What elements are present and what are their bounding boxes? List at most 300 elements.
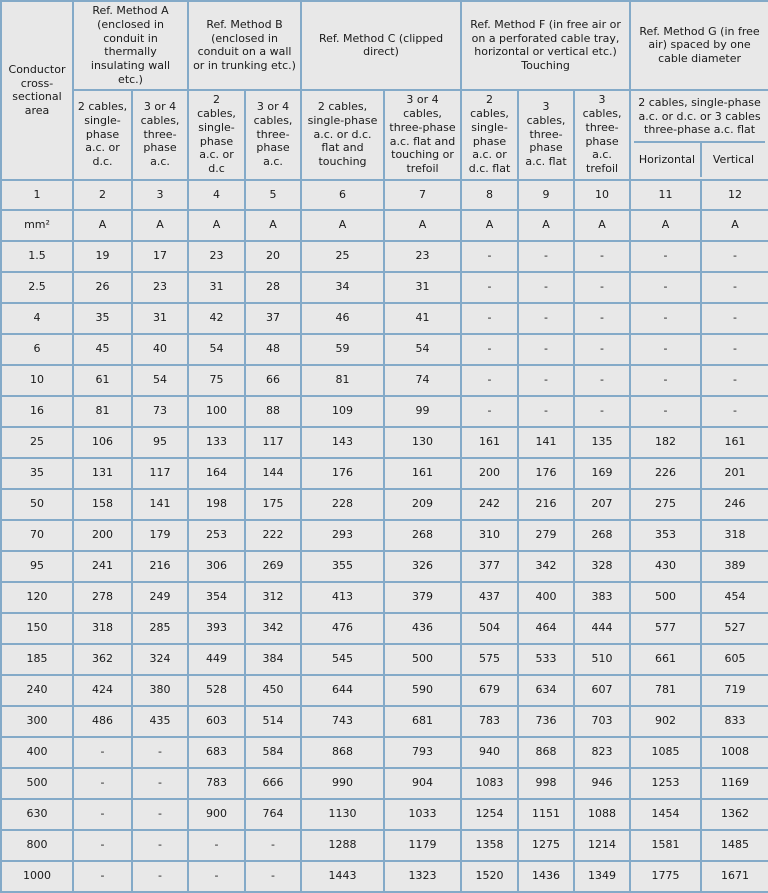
- unit-label: A: [245, 210, 301, 241]
- rating-cell: -: [630, 241, 701, 272]
- table-row: [1, 830, 768, 861]
- rating-cell: 393: [188, 613, 245, 644]
- sub-header: 2 cables, single-phase a.c. or d.c. flat and touching: [301, 90, 384, 180]
- rating-cell: 23: [384, 241, 461, 272]
- unit-label: A: [301, 210, 384, 241]
- rating-cell: 577: [630, 613, 701, 644]
- rating-cell: -: [701, 241, 768, 272]
- column-index: 3: [132, 180, 188, 210]
- table-row: [1, 737, 768, 768]
- row-area-value: 630: [1, 799, 73, 830]
- rating-cell: 545: [301, 644, 384, 675]
- table-row: [1, 613, 768, 644]
- table-body: [1, 241, 768, 892]
- column-index: 10: [574, 180, 630, 210]
- unit-label: A: [630, 210, 701, 241]
- row-area-value: 2.5: [1, 272, 73, 303]
- table-row: [1, 241, 768, 272]
- corner-header-conductor-csa: Conductor cross-sectional area: [1, 1, 73, 180]
- column-index: 8: [461, 180, 518, 210]
- rating-cell: 383: [574, 582, 630, 613]
- rating-cell: -: [245, 861, 301, 892]
- rating-cell: -: [574, 241, 630, 272]
- rating-cell: 268: [384, 520, 461, 551]
- row-area-value: 35: [1, 458, 73, 489]
- rating-cell: 25: [301, 241, 384, 272]
- rating-cell: 584: [245, 737, 301, 768]
- rating-cell: 131: [73, 458, 132, 489]
- column-index: 9: [518, 180, 574, 210]
- rating-cell: -: [73, 737, 132, 768]
- rating-cell: 324: [132, 644, 188, 675]
- rating-cell: 73: [132, 396, 188, 427]
- column-index: 7: [384, 180, 461, 210]
- rating-cell: 198: [188, 489, 245, 520]
- rating-cell: 1581: [630, 830, 701, 861]
- rating-cell: 430: [630, 551, 701, 582]
- rating-cell: 19: [73, 241, 132, 272]
- sub-header: 3 cables, three-phase a.c. trefoil: [574, 90, 630, 180]
- rating-cell: 61: [73, 365, 132, 396]
- rating-cell: -: [518, 365, 574, 396]
- rating-cell: 176: [518, 458, 574, 489]
- rating-cell: 1485: [701, 830, 768, 861]
- rating-cell: -: [630, 334, 701, 365]
- rating-cell: 133: [188, 427, 245, 458]
- rating-cell: 444: [574, 613, 630, 644]
- table-row: [1, 396, 768, 427]
- rating-cell: 575: [461, 644, 518, 675]
- rating-cell: -: [630, 365, 701, 396]
- rating-cell: 946: [574, 768, 630, 799]
- rating-cell: 312: [245, 582, 301, 613]
- rating-cell: 1179: [384, 830, 461, 861]
- rating-cell: 293: [301, 520, 384, 551]
- rating-cell: 998: [518, 768, 574, 799]
- rating-cell: 354: [188, 582, 245, 613]
- rating-cell: 514: [245, 706, 301, 737]
- rating-cell: 20: [245, 241, 301, 272]
- unit-label: A: [461, 210, 518, 241]
- rating-cell: 31: [188, 272, 245, 303]
- rating-cell: -: [574, 334, 630, 365]
- rating-cell: 201: [701, 458, 768, 489]
- rating-cell: 242: [461, 489, 518, 520]
- rating-cell: 141: [132, 489, 188, 520]
- method-g-sub-label: 2 cables, single-phase a.c. or d.c. or 3 cables three-phase a.c. flat: [638, 95, 761, 137]
- sub-header: 3 cables, three-phase a.c. flat: [518, 90, 574, 180]
- sub-header-row: [1, 90, 768, 180]
- rating-cell: 783: [188, 768, 245, 799]
- rating-cell: 23: [188, 241, 245, 272]
- sub-header: 2 cables, single-phase a.c. or d.c: [188, 90, 245, 180]
- rating-cell: 666: [245, 768, 301, 799]
- table-row: [1, 489, 768, 520]
- rating-cell: 306: [188, 551, 245, 582]
- rating-cell: 310: [461, 520, 518, 551]
- row-area-value: 120: [1, 582, 73, 613]
- row-area-value: 300: [1, 706, 73, 737]
- rating-cell: 161: [384, 458, 461, 489]
- rating-cell: 342: [245, 613, 301, 644]
- rating-cell: 1520: [461, 861, 518, 892]
- rating-cell: 326: [384, 551, 461, 582]
- rating-cell: 48: [245, 334, 301, 365]
- rating-cell: 1443: [301, 861, 384, 892]
- row-area-value: 185: [1, 644, 73, 675]
- rating-cell: 35: [73, 303, 132, 334]
- rating-cell: 31: [384, 272, 461, 303]
- rating-cell: -: [461, 241, 518, 272]
- rating-cell: 216: [132, 551, 188, 582]
- rating-cell: 362: [73, 644, 132, 675]
- rating-cell: 355: [301, 551, 384, 582]
- table-row: [1, 334, 768, 365]
- rating-cell: 1288: [301, 830, 384, 861]
- rating-cell: 278: [73, 582, 132, 613]
- column-index: 4: [188, 180, 245, 210]
- rating-cell: -: [701, 272, 768, 303]
- rating-cell: 246: [701, 489, 768, 520]
- rating-cell: 169: [574, 458, 630, 489]
- rating-cell: 318: [73, 613, 132, 644]
- rating-cell: 504: [461, 613, 518, 644]
- rating-cell: 179: [132, 520, 188, 551]
- rating-cell: 719: [701, 675, 768, 706]
- row-area-value: 1.5: [1, 241, 73, 272]
- rating-cell: 23: [132, 272, 188, 303]
- rating-cell: 413: [301, 582, 384, 613]
- sub-header: 3 or 4 cables, three-phase a.c. flat and touching or trefoil: [384, 90, 461, 180]
- rating-cell: 1454: [630, 799, 701, 830]
- rating-cell: 74: [384, 365, 461, 396]
- rating-cell: 54: [132, 365, 188, 396]
- column-index: 1: [1, 180, 73, 210]
- unit-label: A: [518, 210, 574, 241]
- rating-cell: -: [574, 365, 630, 396]
- rating-cell: 500: [630, 582, 701, 613]
- rating-cell: 781: [630, 675, 701, 706]
- rating-cell: 389: [701, 551, 768, 582]
- row-area-value: 240: [1, 675, 73, 706]
- rating-cell: 1130: [301, 799, 384, 830]
- rating-cell: 175: [245, 489, 301, 520]
- rating-cell: -: [574, 272, 630, 303]
- rating-cell: 143: [301, 427, 384, 458]
- rating-cell: 54: [384, 334, 461, 365]
- rating-cell: 476: [301, 613, 384, 644]
- rating-cell: 823: [574, 737, 630, 768]
- rating-cell: 384: [245, 644, 301, 675]
- rating-cell: 1671: [701, 861, 768, 892]
- rating-cell: 1253: [630, 768, 701, 799]
- rating-cell: 900: [188, 799, 245, 830]
- rating-cell: 1088: [574, 799, 630, 830]
- rating-cell: 1254: [461, 799, 518, 830]
- column-index-row: [1, 180, 768, 210]
- rating-cell: 158: [73, 489, 132, 520]
- rating-cell: -: [518, 272, 574, 303]
- rating-cell: -: [630, 396, 701, 427]
- unit-label: mm²: [1, 210, 73, 241]
- method-g-orientation-split: [634, 141, 765, 177]
- rating-cell: 46: [301, 303, 384, 334]
- rating-cell: 279: [518, 520, 574, 551]
- rating-cell: 164: [188, 458, 245, 489]
- column-index: 2: [73, 180, 132, 210]
- rating-cell: -: [461, 396, 518, 427]
- rating-cell: -: [630, 272, 701, 303]
- rating-cell: 207: [574, 489, 630, 520]
- table-row: [1, 675, 768, 706]
- method-group-header: Ref. Method F (in free air or on a perforated cable tray, horizontal or vertical etc.) Touching: [461, 1, 630, 90]
- table-row: [1, 458, 768, 489]
- row-area-value: 6: [1, 334, 73, 365]
- rating-cell: 528: [188, 675, 245, 706]
- rating-cell: 1085: [630, 737, 701, 768]
- method-group-header: Ref. Method G (in free air) spaced by one cable diameter: [630, 1, 768, 90]
- rating-cell: 141: [518, 427, 574, 458]
- rating-cell: 1151: [518, 799, 574, 830]
- rating-cell: 527: [701, 613, 768, 644]
- rating-cell: 75: [188, 365, 245, 396]
- rating-cell: 117: [245, 427, 301, 458]
- rating-cell: 161: [701, 427, 768, 458]
- rating-cell: 833: [701, 706, 768, 737]
- rating-cell: 736: [518, 706, 574, 737]
- rating-cell: -: [518, 303, 574, 334]
- rating-cell: 353: [630, 520, 701, 551]
- rating-cell: 1275: [518, 830, 574, 861]
- rating-cell: 400: [518, 582, 574, 613]
- row-area-value: 50: [1, 489, 73, 520]
- rating-cell: -: [518, 334, 574, 365]
- rating-cell: -: [188, 830, 245, 861]
- rating-cell: 990: [301, 768, 384, 799]
- unit-label: A: [188, 210, 245, 241]
- rating-cell: -: [73, 768, 132, 799]
- rating-cell: -: [630, 303, 701, 334]
- rating-cell: 486: [73, 706, 132, 737]
- rating-cell: 81: [73, 396, 132, 427]
- rating-cell: 764: [245, 799, 301, 830]
- rating-cell: 241: [73, 551, 132, 582]
- rating-cell: -: [574, 303, 630, 334]
- rating-cell: 200: [73, 520, 132, 551]
- rating-cell: 81: [301, 365, 384, 396]
- rating-cell: 328: [574, 551, 630, 582]
- unit-label: A: [384, 210, 461, 241]
- method-group-header: Ref. Method A (enclosed in conduit in thermally insulating wall etc.): [73, 1, 188, 90]
- rating-cell: 1349: [574, 861, 630, 892]
- rating-cell: 379: [384, 582, 461, 613]
- rating-cell: 17: [132, 241, 188, 272]
- rating-cell: 500: [384, 644, 461, 675]
- rating-cell: 1436: [518, 861, 574, 892]
- rating-cell: -: [132, 830, 188, 861]
- rating-cell: 59: [301, 334, 384, 365]
- rating-cell: 902: [630, 706, 701, 737]
- rating-cell: 176: [301, 458, 384, 489]
- rating-cell: -: [461, 272, 518, 303]
- rating-cell: 1323: [384, 861, 461, 892]
- rating-cell: 1362: [701, 799, 768, 830]
- rating-cell: 37: [245, 303, 301, 334]
- row-area-value: 16: [1, 396, 73, 427]
- rating-cell: 144: [245, 458, 301, 489]
- rating-cell: 106: [73, 427, 132, 458]
- rating-cell: 1775: [630, 861, 701, 892]
- rating-cell: -: [701, 365, 768, 396]
- rating-cell: 783: [461, 706, 518, 737]
- rating-cell: 436: [384, 613, 461, 644]
- rating-cell: 100: [188, 396, 245, 427]
- rating-cell: 342: [518, 551, 574, 582]
- rating-cell: 275: [630, 489, 701, 520]
- rating-cell: 437: [461, 582, 518, 613]
- rating-cell: 435: [132, 706, 188, 737]
- table-header: [1, 1, 768, 241]
- rating-cell: 868: [518, 737, 574, 768]
- rating-cell: -: [245, 830, 301, 861]
- row-area-value: 95: [1, 551, 73, 582]
- rating-cell: 590: [384, 675, 461, 706]
- rating-cell: 1033: [384, 799, 461, 830]
- rating-cell: 216: [518, 489, 574, 520]
- column-index: 12: [701, 180, 768, 210]
- rating-cell: 182: [630, 427, 701, 458]
- rating-cell: -: [574, 396, 630, 427]
- rating-cell: -: [132, 737, 188, 768]
- method-g-inner: [634, 93, 765, 177]
- rating-cell: 510: [574, 644, 630, 675]
- rating-cell: 683: [188, 737, 245, 768]
- rating-cell: 681: [384, 706, 461, 737]
- rating-cell: -: [188, 861, 245, 892]
- rating-cell: 904: [384, 768, 461, 799]
- rating-cell: 793: [384, 737, 461, 768]
- rating-cell: 66: [245, 365, 301, 396]
- rating-cell: 161: [461, 427, 518, 458]
- rating-cell: 464: [518, 613, 574, 644]
- rating-cell: 868: [301, 737, 384, 768]
- rating-cell: 99: [384, 396, 461, 427]
- rating-cell: -: [701, 303, 768, 334]
- unit-label: A: [73, 210, 132, 241]
- rating-cell: -: [73, 830, 132, 861]
- rating-cell: 644: [301, 675, 384, 706]
- rating-cell: 1083: [461, 768, 518, 799]
- rating-cell: 607: [574, 675, 630, 706]
- table-row: [1, 861, 768, 892]
- method-header-row: [1, 1, 768, 90]
- rating-cell: 603: [188, 706, 245, 737]
- table-row: [1, 520, 768, 551]
- rating-cell: 40: [132, 334, 188, 365]
- rating-cell: -: [132, 799, 188, 830]
- rating-cell: 41: [384, 303, 461, 334]
- sub-header: 2 cables, single-phase a.c. or d.c. flat: [461, 90, 518, 180]
- row-area-value: 25: [1, 427, 73, 458]
- rating-cell: 285: [132, 613, 188, 644]
- rating-cell: 109: [301, 396, 384, 427]
- rating-cell: 95: [132, 427, 188, 458]
- table-row: [1, 303, 768, 334]
- rating-cell: 54: [188, 334, 245, 365]
- header-vertical: Vertical: [700, 143, 765, 177]
- rating-cell: 661: [630, 644, 701, 675]
- method-group-header: Ref. Method B (enclosed in conduit on a wall or in trunking etc.): [188, 1, 301, 90]
- rating-cell: -: [701, 396, 768, 427]
- rating-cell: 28: [245, 272, 301, 303]
- rating-cell: 1008: [701, 737, 768, 768]
- rating-cell: -: [701, 334, 768, 365]
- rating-cell: 135: [574, 427, 630, 458]
- sub-header: 3 or 4 cables, three-phase a.c.: [132, 90, 188, 180]
- row-area-value: 150: [1, 613, 73, 644]
- row-area-value: 1000: [1, 861, 73, 892]
- column-index: 6: [301, 180, 384, 210]
- row-area-value: 500: [1, 768, 73, 799]
- rating-cell: -: [461, 334, 518, 365]
- row-area-value: 10: [1, 365, 73, 396]
- rating-cell: -: [132, 861, 188, 892]
- rating-cell: 377: [461, 551, 518, 582]
- rating-cell: 318: [701, 520, 768, 551]
- rating-cell: -: [518, 241, 574, 272]
- row-area-value: 4: [1, 303, 73, 334]
- rating-cell: 200: [461, 458, 518, 489]
- unit-label: A: [574, 210, 630, 241]
- rating-cell: 268: [574, 520, 630, 551]
- rating-cell: -: [132, 768, 188, 799]
- rating-cell: 940: [461, 737, 518, 768]
- sub-header: 2 cables, single-phase a.c. or d.c.: [73, 90, 132, 180]
- row-area-value: 400: [1, 737, 73, 768]
- rating-cell: 424: [73, 675, 132, 706]
- rating-cell: 222: [245, 520, 301, 551]
- rating-cell: -: [73, 861, 132, 892]
- rating-cell: 130: [384, 427, 461, 458]
- rating-cell: 1214: [574, 830, 630, 861]
- rating-cell: -: [461, 303, 518, 334]
- table-row: [1, 551, 768, 582]
- rating-cell: 249: [132, 582, 188, 613]
- table-row: [1, 799, 768, 830]
- method-group-header: Ref. Method C (clipped direct): [301, 1, 461, 90]
- rating-cell: 88: [245, 396, 301, 427]
- row-area-value: 800: [1, 830, 73, 861]
- row-area-value: 70: [1, 520, 73, 551]
- table-row: [1, 272, 768, 303]
- header-horizontal: Horizontal: [638, 152, 696, 166]
- rating-cell: -: [461, 365, 518, 396]
- rating-cell: 533: [518, 644, 574, 675]
- column-index: 11: [630, 180, 701, 210]
- rating-cell: 26: [73, 272, 132, 303]
- rating-cell: 209: [384, 489, 461, 520]
- table-row: [1, 365, 768, 396]
- rating-cell: 228: [301, 489, 384, 520]
- rating-cell: 679: [461, 675, 518, 706]
- rating-cell: 117: [132, 458, 188, 489]
- rating-cell: 253: [188, 520, 245, 551]
- unit-label: A: [132, 210, 188, 241]
- rating-cell: 1169: [701, 768, 768, 799]
- rating-cell: 45: [73, 334, 132, 365]
- rating-cell: 380: [132, 675, 188, 706]
- column-index: 5: [245, 180, 301, 210]
